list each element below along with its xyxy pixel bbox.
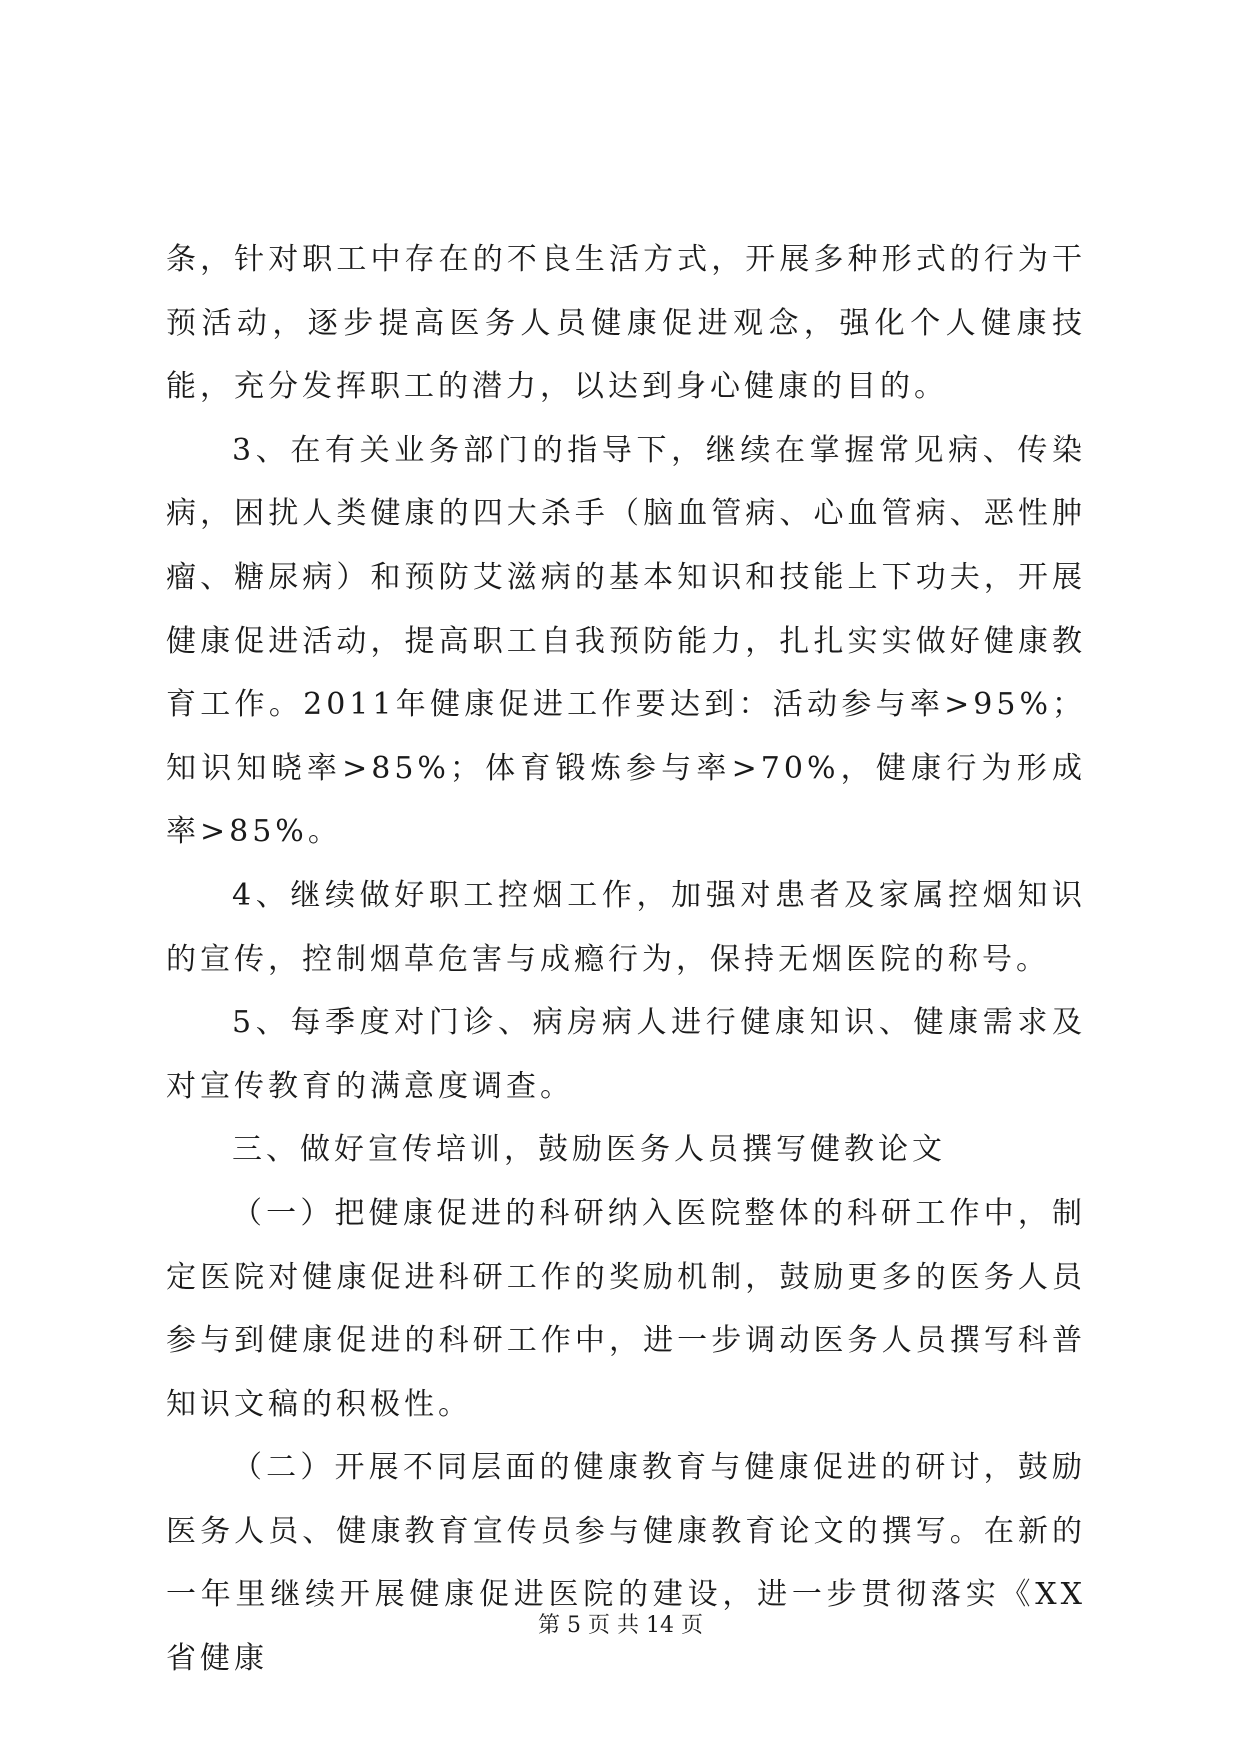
paragraph-4: 5、每季度对门诊、病房病人进行健康知识、健康需求及对宣传教育的满意度调查。 (166, 1005, 1086, 1104)
page-footer (0, 1611, 1241, 1641)
paragraph-3: 4、继续做好职工控烟工作，加强对患者及家属控烟知识的宣传，控制烟草危害与成瘾行为，保持无烟医院的称号。 (166, 877, 1086, 977)
document-body (166, 228, 1086, 1691)
section-heading-3: 三、做好宣传培训，鼓励医务人员撰写健教论文 (232, 1132, 946, 1168)
paragraph-5: （一）把健康促进的科研纳入医院整体的科研工作中，制定医院对健康促进科研工作的奖励机制，鼓励更多的医务人员参与到健康促进的科研工作中，进一步调动医务人员撰写科普知识文稿的积极性。 (166, 1195, 1086, 1422)
paragraph-2: 3、在有关业务部门的指导下，继续在掌握常见病、传染病，困扰人类健康的四大杀手（脑血管病、心血管病、恶性肿瘤、糖尿病）和预防艾滋病的基本知识和技能上下功夫，开展健康促进活动，提高职工自我预防能力，扎扎实实做好健康教育工作。2011年健康促进工作要达到：活动参与率>95%；知识知晓率>85%；体育锻炼参与率>70%，健康行为形成率>85%。 (166, 432, 1086, 850)
paragraph-6: （二）开展不同层面的健康教育与健康促进的研讨，鼓励医务人员、健康教育宣传员参与健康教育论文的撰写。在新的一年里继续开展健康促进医院的建设，进一步贯彻落实《XX省健康 (166, 1450, 1086, 1677)
page-number: 第 5 页 共 14 页 (538, 1613, 703, 1638)
paragraph-1: 条，针对职工中存在的不良生活方式，开展多种形式的行为干预活动，逐步提高医务人员健康促进观念，强化个人健康技能，充分发挥职工的潜力，以达到身心健康的目的。 (166, 242, 1086, 405)
